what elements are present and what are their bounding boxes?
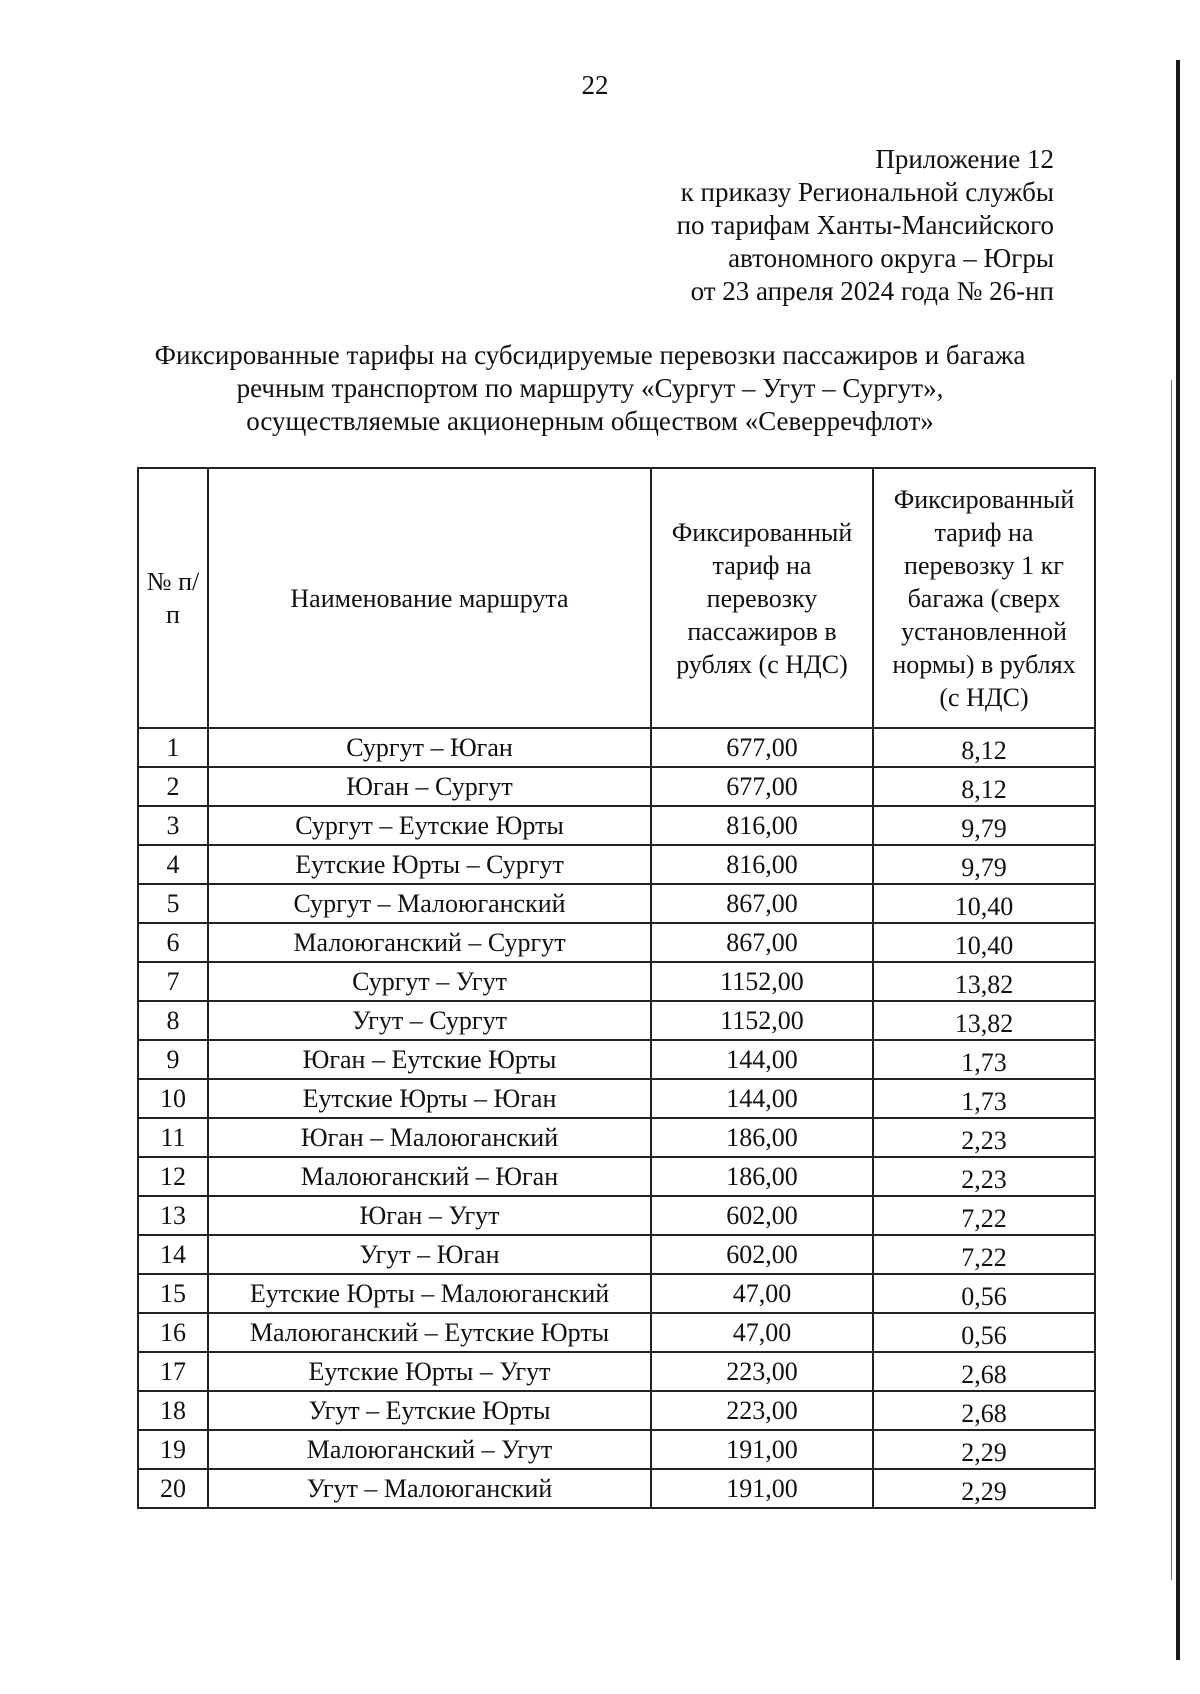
header-route [208,468,651,728]
cell-route-text: Малоюганский – Юган [300,1162,559,1191]
cell-num [138,845,208,884]
cell-route [208,1313,651,1352]
header-route-text: Наименование маршрута [290,583,569,613]
cell-baggage-tariff [873,1001,1095,1040]
cell-baggage-tariff [873,1196,1095,1235]
cell-route-text: Угут – Еутские Юрты [308,1396,551,1425]
cell-baggage-tariff [873,1430,1095,1469]
cell-num [138,1391,208,1430]
cell-baggage-tariff [873,1157,1095,1196]
table-row [138,1274,1095,1313]
cell-passenger-tariff-text: 144,00 [726,1045,798,1074]
cell-passenger-tariff-text: 677,00 [726,733,798,762]
cell-passenger-tariff-text: 867,00 [726,889,798,918]
cell-passenger-tariff-text: 223,00 [726,1357,798,1386]
appendix-line: Приложение 12 [875,144,1054,174]
cell-route [208,1352,651,1391]
cell-route-text: Малоюганский – Угут [306,1435,553,1464]
cell-passenger-tariff-text: 191,00 [726,1435,798,1464]
cell-num [138,1274,208,1313]
cell-route [208,1157,651,1196]
cell-num-text: 13 [160,1201,186,1230]
tariff-table [137,467,1096,1509]
cell-passenger-tariff [651,1469,873,1508]
cell-passenger-tariff [651,1274,873,1313]
cell-route-text: Сургут – Малоюганский [293,889,566,918]
cell-route [208,923,651,962]
table-row [138,1391,1095,1430]
cell-baggage-tariff [873,1040,1095,1079]
cell-baggage-tariff-text: 10,40 [954,931,1014,960]
cell-route-text: Малоюганский – Еутские Юрты [249,1318,610,1347]
cell-passenger-tariff-text: 191,00 [726,1474,798,1503]
cell-baggage-tariff-text: 13,82 [954,970,1014,999]
cell-passenger-tariff [651,1001,873,1040]
page-number: 22 [581,70,609,100]
cell-baggage-tariff [873,1391,1095,1430]
document-title [100,339,1080,438]
table-row [138,1352,1095,1391]
cell-baggage-tariff [873,806,1095,845]
cell-route-text: Угут – Малоюганский [306,1474,553,1503]
table-row [138,1040,1095,1079]
cell-num-text: 11 [160,1123,186,1152]
table-row [138,962,1095,1001]
cell-num-text: 3 [166,811,180,840]
table-row [138,1196,1095,1235]
header-num-text: № п/п [146,567,200,629]
table-row [138,923,1095,962]
cell-baggage-tariff-text: 7,22 [961,1204,1007,1233]
cell-baggage-tariff [873,962,1095,1001]
table-row [138,1079,1095,1118]
cell-passenger-tariff-text: 677,00 [726,772,798,801]
cell-passenger-tariff-text: 1152,00 [720,1006,804,1035]
table-header-row [138,468,1095,728]
cell-baggage-tariff-text: 2,23 [961,1126,1007,1155]
cell-num-text: 18 [160,1396,186,1425]
table-row [138,1469,1095,1508]
table-row [138,806,1095,845]
cell-route [208,1430,651,1469]
cell-passenger-tariff [651,1352,873,1391]
cell-num-text: 4 [166,850,180,879]
scan-edge-shadow [1176,60,1180,1660]
cell-route [208,728,651,767]
cell-baggage-tariff [873,1469,1095,1508]
cell-baggage-tariff-text: 2,29 [961,1477,1007,1506]
cell-baggage-tariff-text: 2,29 [961,1438,1007,1467]
cell-baggage-tariff-text: 2,68 [961,1399,1007,1428]
cell-num [138,1196,208,1235]
cell-passenger-tariff-text: 47,00 [732,1318,792,1347]
header-num [138,468,208,728]
appendix-line: автономного округа – Югры [728,243,1054,273]
cell-passenger-tariff-text: 47,00 [732,1279,792,1308]
cell-route [208,1079,651,1118]
cell-route-text: Еутские Юрты – Угут [308,1357,551,1386]
cell-baggage-tariff-text: 1,73 [961,1048,1007,1077]
cell-route [208,1391,651,1430]
table-row [138,767,1095,806]
cell-passenger-tariff [651,728,873,767]
cell-num [138,1040,208,1079]
cell-passenger-tariff [651,1235,873,1274]
cell-passenger-tariff [651,1313,873,1352]
cell-passenger-tariff [651,806,873,845]
cell-baggage-tariff [873,1352,1095,1391]
cell-num [138,1313,208,1352]
cell-passenger-tariff [651,1196,873,1235]
cell-route-text: Сургут – Еутские Юрты [295,811,564,840]
cell-num [138,884,208,923]
cell-route-text: Малоюганский – Сургут [293,928,566,957]
cell-route-text: Сургут – Юган [346,733,513,762]
cell-baggage-tariff [873,767,1095,806]
cell-num-text: 8 [166,1006,180,1035]
cell-baggage-tariff-text: 2,23 [961,1165,1007,1194]
cell-baggage-tariff-text: 13,82 [954,1009,1014,1038]
cell-baggage-tariff-text: 8,12 [961,736,1007,765]
cell-num [138,923,208,962]
cell-num [138,1469,208,1508]
cell-route [208,806,651,845]
cell-num-text: 9 [166,1045,180,1074]
cell-passenger-tariff-text: 816,00 [726,811,798,840]
cell-baggage-tariff [873,845,1095,884]
appendix-line: по тарифам Ханты-Мансийского [676,210,1054,240]
cell-num-text: 19 [160,1435,186,1464]
cell-route [208,1235,651,1274]
appendix-line: от 23 апреля 2024 года № 26-нп [690,276,1054,306]
cell-num [138,1079,208,1118]
table-row [138,884,1095,923]
table-row [138,1157,1095,1196]
table-row [138,1313,1095,1352]
cell-route-text: Юган – Угут [359,1201,500,1230]
cell-num-text: 16 [160,1318,186,1347]
scan-edge-line [1171,380,1172,1580]
cell-route [208,1040,651,1079]
cell-num [138,728,208,767]
cell-passenger-tariff-text: 223,00 [726,1396,798,1425]
cell-route-text: Еутские Юрты – Юган [302,1084,557,1113]
table-row [138,845,1095,884]
cell-route-text: Еутские Юрты – Сургут [295,850,564,879]
cell-route [208,962,651,1001]
appendix-block [677,143,1054,308]
cell-num-text: 14 [160,1240,186,1269]
table-body [138,728,1095,1508]
header-passenger-tariff [651,468,873,728]
cell-num-text: 7 [166,967,180,996]
appendix-line: к приказу Региональной службы [680,177,1054,207]
cell-num-text: 2 [166,772,180,801]
cell-passenger-tariff [651,1040,873,1079]
cell-route-text: Юган – Еутские Юрты [302,1045,557,1074]
cell-num [138,1352,208,1391]
cell-passenger-tariff [651,962,873,1001]
cell-baggage-tariff [873,1274,1095,1313]
cell-passenger-tariff-text: 186,00 [726,1123,798,1152]
cell-route [208,767,651,806]
cell-num-text: 17 [160,1357,186,1386]
cell-baggage-tariff-text: 0,56 [961,1321,1007,1350]
cell-route-text: Сургут – Угут [352,967,507,996]
cell-baggage-tariff-text: 0,56 [961,1282,1007,1311]
cell-baggage-tariff-text: 2,68 [961,1360,1007,1389]
cell-num [138,1157,208,1196]
cell-baggage-tariff-text: 9,79 [961,814,1007,843]
cell-passenger-tariff [651,1157,873,1196]
cell-passenger-tariff-text: 816,00 [726,850,798,879]
cell-route-text: Угут – Юган [359,1240,500,1269]
cell-baggage-tariff [873,884,1095,923]
cell-passenger-tariff [651,884,873,923]
cell-baggage-tariff-text: 8,12 [961,775,1007,804]
cell-passenger-tariff-text: 1152,00 [720,967,804,996]
cell-num [138,1235,208,1274]
cell-baggage-tariff [873,1313,1095,1352]
cell-num-text: 10 [160,1084,186,1113]
cell-route-text: Еутские Юрты – Малоюганский [249,1279,610,1308]
cell-baggage-tariff [873,1079,1095,1118]
cell-num-text: 5 [166,889,180,918]
cell-route [208,845,651,884]
table-row [138,1118,1095,1157]
cell-passenger-tariff-text: 867,00 [726,928,798,957]
cell-baggage-tariff-text: 1,73 [961,1087,1007,1116]
cell-passenger-tariff [651,1391,873,1430]
table-row [138,1430,1095,1469]
cell-num [138,1430,208,1469]
cell-route [208,1274,651,1313]
cell-route [208,884,651,923]
cell-route [208,1001,651,1040]
cell-num [138,962,208,1001]
cell-num-text: 20 [160,1474,186,1503]
cell-num [138,767,208,806]
title-line: осуществляемые акционерным обществом «Северречфлот» [246,406,934,436]
cell-baggage-tariff-text: 10,40 [954,892,1014,921]
table-row [138,1001,1095,1040]
cell-passenger-tariff-text: 602,00 [726,1201,798,1230]
cell-passenger-tariff-text: 144,00 [726,1084,798,1113]
table-row [138,728,1095,767]
header-baggage-text: Фиксированный тариф на перевозку 1 кг багажа (сверх установленной нормы) в рублях (с НДС) [892,484,1076,712]
cell-passenger-tariff [651,1079,873,1118]
cell-baggage-tariff-text: 9,79 [961,853,1007,882]
title-line: Фиксированные тарифы на субсидируемые перевозки пассажиров и багажа [154,340,1026,370]
cell-num-text: 15 [160,1279,186,1308]
cell-passenger-tariff-text: 602,00 [726,1240,798,1269]
cell-route-text: Юган – Малоюганский [300,1123,559,1152]
cell-route [208,1196,651,1235]
cell-baggage-tariff [873,728,1095,767]
cell-num-text: 12 [160,1162,186,1191]
cell-num [138,1118,208,1157]
table-row [138,1235,1095,1274]
cell-passenger-tariff [651,1430,873,1469]
header-passenger-text: Фиксированный тариф на перевозку пассажиров в рублях (с НДС) [671,517,853,679]
cell-passenger-tariff-text: 186,00 [726,1162,798,1191]
header-baggage-tariff [873,468,1095,728]
cell-num-text: 6 [166,928,180,957]
cell-baggage-tariff [873,923,1095,962]
cell-passenger-tariff [651,845,873,884]
cell-baggage-tariff [873,1118,1095,1157]
cell-passenger-tariff [651,1118,873,1157]
cell-route [208,1118,651,1157]
cell-num [138,1001,208,1040]
cell-route-text: Угут – Сургут [352,1006,507,1035]
cell-route [208,1469,651,1508]
cell-num-text: 1 [166,733,180,762]
cell-baggage-tariff [873,1235,1095,1274]
cell-baggage-tariff-text: 7,22 [961,1243,1007,1272]
cell-passenger-tariff [651,923,873,962]
title-line: речным транспортом по маршруту «Сургут – Угут – Сургут», [236,373,944,403]
cell-route-text: Юган – Сургут [346,772,513,801]
cell-passenger-tariff [651,767,873,806]
cell-num [138,806,208,845]
